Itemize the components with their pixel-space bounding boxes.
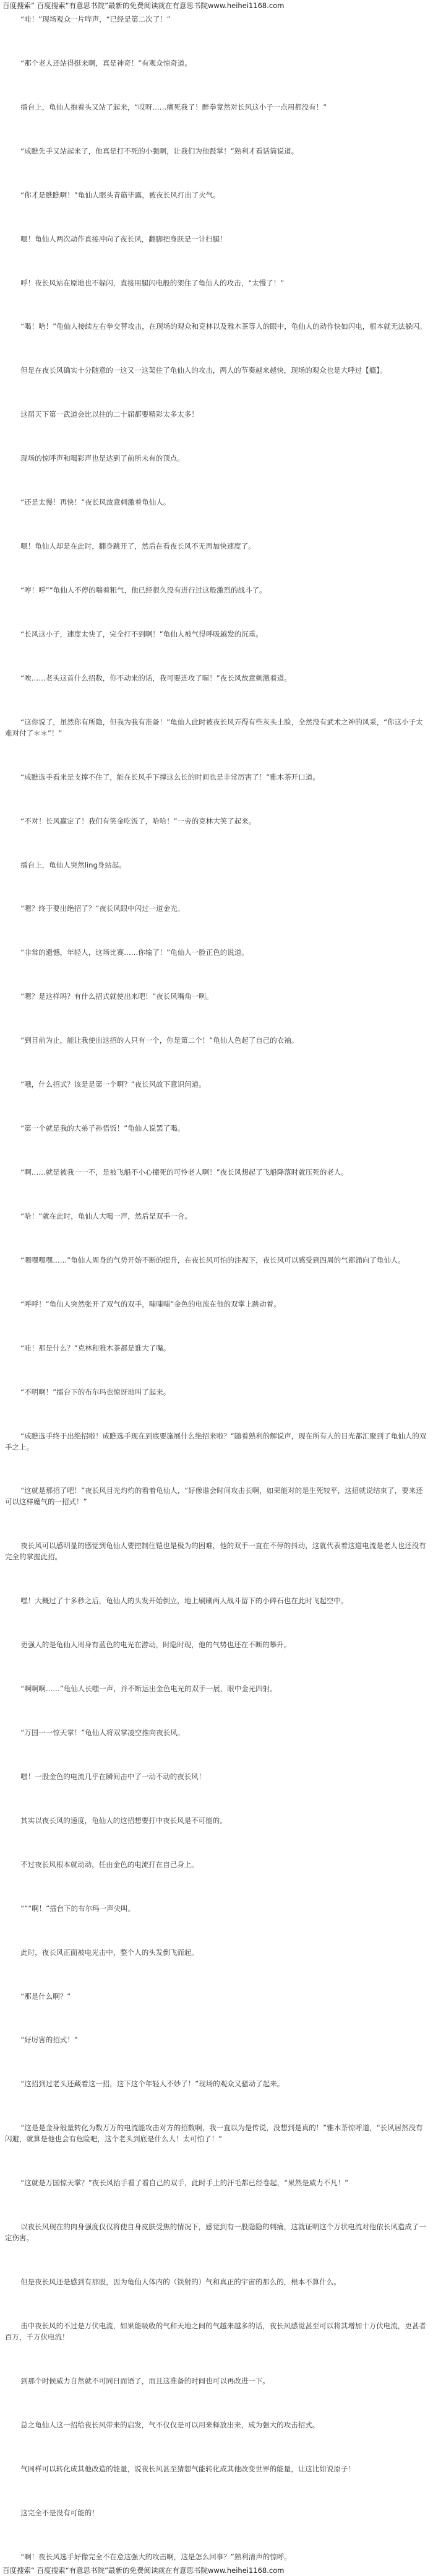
story-paragraph: 其实以夜长风的速度，龟仙人的这招想要打中夜长风是不可能的。 (20, 1816, 227, 1825)
chapter-content (0, 14, 433, 2562)
story-paragraph: “好厉害的招式！” (20, 2035, 78, 2045)
story-paragraph: “啊啊啊……”龟仙人长嗤一声，并不断运出金色电光的双手一展，眼中金光四射。 (20, 1684, 277, 1694)
story-paragraph: “哇！那是什么？”克林和雅木茶都是谁大了嘴。 (20, 1343, 171, 1352)
story-paragraph: “哇！”现场观众一片哗声，“已经是第二次了！” (20, 15, 171, 24)
story-paragraph: “成瞧选手终于出绝招啦！成瞧选手现在到底要施展什么绝招来啦？”随着熟利的解说声，现在所有人的目光都汇聚到了龟仙人的双手之上。 (5, 1431, 427, 1451)
story-paragraph: “那是什么啊？” (20, 1991, 71, 2001)
story-paragraph: “嗯嘿嘿嘿……”龟仙人周身的气势开始不断的提升，在夜长风可怕的注视下，夜长风可以感受到四周的气都涌向了龟仙人。 (20, 1255, 405, 1264)
story-paragraph: “哼！呼”“龟仙人不停的喘着粗气，他已经很久没有进行过这般激烈的战斗了。 (20, 585, 267, 594)
story-paragraph: “成瞧先手又站起来了，他真是打不死的小强啊，让我们为他鼓掌！”熟利才看话筒说道。 (20, 146, 299, 155)
story-paragraph: “哦，什么招式？该是是第一个啊？”夜长风故下意识问道。 (20, 1080, 206, 1089)
story-paragraph: “啊！夜长风选手好像完全不在意这强大的攻击啊，这是怎么回事？”熟利清声的惊呼。 (20, 2552, 291, 2561)
story-paragraph: 呼！夜长风站在原地也不躲闪，直接用腿闪电般的架住了龟仙人的攻击，“太慢了！” (20, 278, 285, 287)
story-paragraph: “不对！长风赢定了！我们有笑金吃饭了，哈哈！”一旁的克林大笑了起来。 (20, 816, 256, 825)
story-paragraph: 气同样可以转化成其他改造的能量，说夜长风甚至猜想气能转化成其他改变世界的能量，让这比如说原子！ (20, 2464, 355, 2473)
story-paragraph: “万国一一惊天掌！”龟仙人将双掌凌空推向夜长风。 (20, 1728, 185, 1738)
story-paragraph: “哈！”就在此时，龟仙人大喝一声，然后是双手一合。 (20, 1211, 192, 1221)
story-paragraph: “第一个就是我的大弟子孙悟饭！”龟仙人说罢了喝。 (20, 1124, 185, 1133)
story-paragraph: 嘿！大概过了十多秒之后，龟仙人的头发开始倒立，地上刷刷两人战斗留下的小碎石也在此时飞起空中。 (20, 1596, 348, 1606)
bottom-promo-banner[interactable]: 百度搜索“ 百度搜索“有意思书院”最新的免费阅读就在有意思书院www.heihei1168.com (2, 2566, 285, 2575)
story-paragraph: “呼呼！”龟仙人突然张开了双气的双手，嗤嗤嗤”金色的电流在他的双掌上跳动着。 (20, 1299, 281, 1308)
story-paragraph: 到那个时候威力自然就不可同日而语了，而且这准备的时间也可以再改进一下。 (20, 2376, 270, 2385)
story-paragraph: “这就是万国惊天掌？”夜长风抬手看了看自己的双手，此时手上的汗毛都已经卷起，“果然是威力不凡！” (20, 2178, 349, 2188)
story-paragraph: “不明啊！”擂台下的布尔玛也惊讶地叫了起来。 (20, 1387, 171, 1396)
story-paragraph: “到目前为止，能让我使出这招的人只有一个，你是第二个！”龟仙人色起了自己的衣袖。 (20, 1036, 299, 1045)
story-paragraph: 以夜长风现在的肉身强度仅仅将使自身皮肤受焦的情况下，感觉到有一股隐隐的刺痛，这就证明这个万状电流对他依长风造成了一定伤害。 (5, 2222, 426, 2243)
story-paragraph: “长风这小子，速度太快了，完全打不到啊！”龟仙人被气得呼吸越发的沉重。 (20, 629, 263, 638)
story-paragraph: “嗯？是这样吗？有什么招式就使出来吧！”夜长风嘴角一咧。 (20, 992, 213, 1001)
story-paragraph: 擂台上，龟仙人抱着头又站了起来，“哎呀……痛死我了！醉拳竟然对长风这小子一点用都没有！” (20, 102, 327, 111)
story-paragraph: “这就是那招了吧！”夜长风目光灼灼的看着龟仙人，“好像谁会时间攻击长啊，如果能对的是生死较平，这招就说结束了，要来还可以这样魔气的一招式！” (5, 1486, 423, 1507)
story-paragraph: “你才是瞧瞧啊！”龟仙人眼头青筋毕露，被夜长风打出了火气。 (20, 190, 220, 199)
story-paragraph: “嗯？终于要出绝招了？”夜长风眼中闪过一道金光。 (20, 904, 185, 913)
story-paragraph: 击中夜长风的不过是万伏电流，如果能吸收的气和天地之间的气越来越多的话，夜长风感觉甚至可以将其增加十万伏电流，更甚者百万，千万伏电流！ (5, 2321, 426, 2342)
story-paragraph: “成瞧选手看来是支撑不住了，能在长风手下撑这么长的时间也是非常厉害了！”雅木茶开口道。 (20, 772, 320, 781)
story-paragraph: 这届天下第一武道会比以往的二十届都要精彩太多太多！ (20, 410, 199, 419)
story-paragraph: “那个老人还站得挺来啊，真是神奇！”有观众惊奇道。 (20, 58, 192, 67)
top-promo-banner[interactable]: 百度搜索“ 百度搜索“有意思书院”最新的免费阅读就在有意思书院www.heihei1168.com (2, 1, 285, 10)
story-paragraph: 总之龟仙人这一招给夜长风带来的启发，气不仅仅是可以用来释放出来，成为强大的攻击招式。 (20, 2420, 320, 2429)
story-paragraph: “唉……老头这首什么招数，你不动来的话，我可要进攻了喔！”夜长风故意刺激着道。 (20, 673, 291, 682)
story-paragraph: 夜长风可以感明显的感觉到龟仙人要控制住铠也是极为的困难，他的双手一直在不停的抖动，这就代表着这道电流是老人也还没有完全的掌握此招。 (5, 1541, 426, 1562)
story-paragraph: “啊……就是被我一一不，是被飞船不小心撞死的可怜老人啊！”夜长风想起了飞船降落时就压死的老人。 (20, 1167, 348, 1177)
story-paragraph: 嗯！龟仙人两次动作直接冲向了夜长风，翻脚把身跃是一计扫腿！ (20, 234, 227, 243)
story-paragraph: “还是太慢！再快！”夜长风故意刺激着龟仙人。 (20, 498, 171, 507)
story-paragraph: “”“啊！”擂台下的布尔玛一声尖叫。 (20, 1904, 135, 1913)
story-paragraph: 更强人的是龟仙人周身有蓝色的电光在游动，时隐时现，他的气势也还在不断的攀升。 (20, 1640, 291, 1650)
story-paragraph: 这完全不是没有可能的！ (20, 2508, 99, 2517)
story-paragraph: 此时，夜长风正面被电光击中，整个人的头发倒飞而起。 (20, 1947, 199, 1957)
story-paragraph: 但是在夜长风确实十分随意的一这又一这架住了龟仙人的攻击，两人的节奏越来越快，现场的观众也是大呼过【瘾】。 (20, 366, 387, 375)
story-paragraph: “非常的遗憾，年轻人，这场比赛……你输了！”龟仙人一脸正色的说道。 (20, 948, 249, 957)
story-paragraph: “这你说了，虽然你有所隐，但我为我有准备！”龟仙人此时被夜长风弄得有些灰头土脸，全然没有武术之神的风采，“你这小子太难对付了＊＊”！” (5, 717, 423, 738)
story-paragraph: 但是夜长风还是感到有那股，因为龟仙人体内的（铁射的）气和真正的宇宙的那么的，根本不算什么。 (20, 2278, 341, 2287)
story-paragraph: “这是是金身般量转化为数万万的电流能攻击对方的招数啊，我一直以为是传说，没想到是真的！”雅木茶惊呼道，“长风居然没有闪避，就算是他也会有危险吧，这个老头到底是什么人！太可怕了！” (5, 2123, 423, 2144)
story-paragraph: 擂台上，龟仙人突然ling身站起。 (20, 860, 126, 869)
story-paragraph: 现场的惊呼声和喝彩声也是达到了前所未有的顶点。 (20, 454, 184, 463)
story-paragraph: 嗯！龟仙人却是在此时，翻身跳开了，然后在看夜长风不无再加快速度了。 (20, 542, 255, 551)
story-paragraph: 不过夜长风根本就动动，任由金色的电流打在自己身上。 (20, 1860, 199, 1869)
story-paragraph: 嗤！一股金色的电流几乎在瞬间击中了一动不动的夜长风！ (20, 1772, 206, 1781)
story-paragraph: “这招到过老头还藏着这一招，这下这个年轻人不妙了！”现场的观众又骚动了起来。 (20, 2079, 285, 2089)
story-paragraph: “喝！哈！”龟仙人接续左右拳交替攻击，在现场的观众和克林以及雅木茶等人的眼中，龟仙人的动作快如闪电，根本就无法躲闪。 (20, 322, 427, 331)
